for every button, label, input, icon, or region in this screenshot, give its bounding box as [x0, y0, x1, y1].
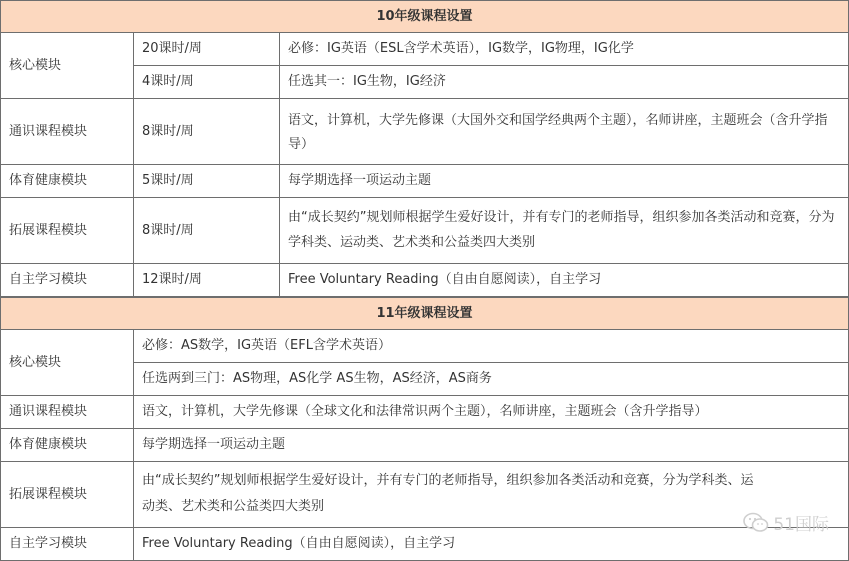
- module-label: 通识课程模块: [0, 396, 134, 429]
- hours-cell: 12课时/周: [134, 264, 280, 297]
- table-row: [0, 198, 849, 264]
- module-label: 体育健康模块: [0, 429, 134, 462]
- wechat-icon: [743, 512, 769, 534]
- content-cell: 语文，计算机，大学先修课（大国外交和国学经典两个主题），名师讲座，主题班会（含升学指导）: [280, 99, 849, 165]
- table-row: [0, 363, 849, 396]
- grade11-header-row: [0, 297, 849, 330]
- table-row: [0, 330, 849, 363]
- hours-cell: 5课时/周: [134, 165, 280, 198]
- content-cell: 每学期选择一项运动主题: [134, 429, 849, 462]
- content-cell: 由“成长契约”规划师根据学生爱好设计，并有专门的老师指导，组织参加各类活动和竞赛，分为学科类、运动类、艺术类和公益类四大类别: [134, 462, 849, 528]
- content-cell: 每学期选择一项运动主题: [280, 165, 849, 198]
- content-cell: Free Voluntary Reading（自由自愿阅读），自主学习: [280, 264, 849, 297]
- content-cell: 任选其一：IG生物，IG经济: [280, 66, 849, 99]
- module-label: 通识课程模块: [0, 99, 134, 165]
- content-cell: 必修：AS数学，IG英语（EFL含学术英语）: [134, 330, 849, 363]
- module-label: 核心模块: [0, 33, 134, 99]
- table-row: [0, 429, 849, 462]
- content-cell: Free Voluntary Reading（自由自愿阅读），自主学习: [134, 528, 849, 561]
- module-label: 拓展课程模块: [0, 198, 134, 264]
- content-cell: 语文，计算机，大学先修课（全球文化和法律常识两个主题），名师讲座，主题班会（含升学指导）: [134, 396, 849, 429]
- watermark: [743, 510, 829, 535]
- grade11-title: 11年级课程设置: [0, 297, 849, 330]
- content-cell: 任选两到三门：AS物理，AS化学 AS生物，AS经济，AS商务: [134, 363, 849, 396]
- module-label: 拓展课程模块: [0, 462, 134, 528]
- module-label: 核心模块: [0, 330, 134, 396]
- table-row: [0, 33, 849, 66]
- content-cell: 必修：IG英语（ESL含学术英语），IG数学，IG物理，IG化学: [280, 33, 849, 66]
- table-row: [0, 99, 849, 165]
- grade10-header-row: [0, 0, 849, 33]
- content-cell: 由“成长契约”规划师根据学生爱好设计，并有专门的老师指导，组织参加各类活动和竞赛，分为学科类、运动类、艺术类和公益类四大类别: [280, 198, 849, 264]
- hours-cell: 4课时/周: [134, 66, 280, 99]
- table-row: [0, 165, 849, 198]
- table-row: [0, 528, 849, 561]
- table-row: [0, 66, 849, 99]
- hours-cell: 8课时/周: [134, 198, 280, 264]
- module-label: 自主学习模块: [0, 528, 134, 561]
- table-row: [0, 396, 849, 429]
- table-row: [0, 462, 849, 528]
- table-row: [0, 264, 849, 297]
- hours-cell: 8课时/周: [134, 99, 280, 165]
- hours-cell: 20课时/周: [134, 33, 280, 66]
- module-label: 自主学习模块: [0, 264, 134, 297]
- watermark-text: 51国际: [773, 515, 829, 535]
- grade10-title: 10年级课程设置: [0, 0, 849, 33]
- module-label: 体育健康模块: [0, 165, 134, 198]
